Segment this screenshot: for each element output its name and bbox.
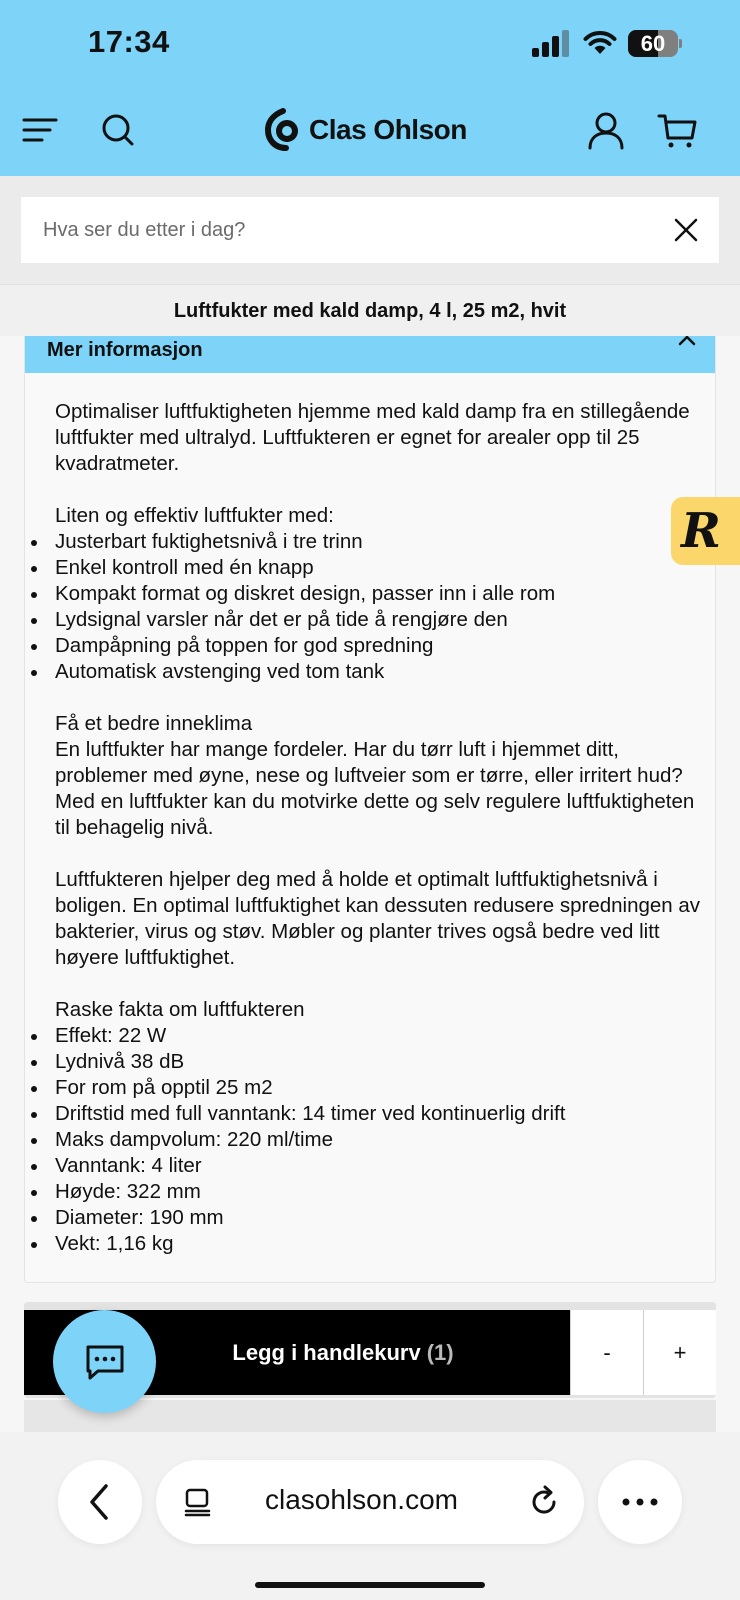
chat-icon xyxy=(82,1339,128,1385)
features-title: Liten og effektiv luftfukter med: xyxy=(55,504,334,527)
account-icon[interactable] xyxy=(584,108,628,152)
app-header xyxy=(0,0,740,176)
brand-logo-icon xyxy=(265,108,301,152)
cellular-signal-icon xyxy=(532,29,572,57)
facts-title: Raske fakta om luftfukteren xyxy=(55,998,305,1021)
search-box xyxy=(21,197,719,263)
brand-logo[interactable] xyxy=(265,106,467,154)
list-item: Dampåpning på toppen for god spredning xyxy=(55,633,705,659)
wifi-icon xyxy=(582,28,618,56)
list-item: Lydsignal varsler når det er på tide å rengjøre den xyxy=(55,607,705,633)
url-text: clasohlson.com xyxy=(265,1484,458,1515)
reviews-badge[interactable] xyxy=(671,497,740,565)
chat-button[interactable] xyxy=(53,1310,156,1413)
list-item: Vekt: 1,16 kg xyxy=(55,1231,705,1257)
description-intro: Optimaliser luftfuktigheten hjemme med kald damp fra en stillegående luftfukter med ultralyd. Luftfukteren er egnet for arealer opp til 25 kvadratmeter. xyxy=(55,400,690,475)
search-input[interactable] xyxy=(43,197,643,263)
brand-name: Clas Ohlson xyxy=(309,114,467,145)
list-item: Lydnivå 38 dB xyxy=(55,1049,705,1075)
browser-toolbar xyxy=(0,1432,740,1600)
search-bar xyxy=(0,176,740,284)
search-icon[interactable] xyxy=(96,108,140,152)
cart-count: (1) xyxy=(426,1339,454,1365)
list-item: Effekt: 22 W xyxy=(55,1023,705,1049)
climate-title: Få et bedre inneklima xyxy=(55,712,253,735)
tabs-icon[interactable] xyxy=(182,1486,214,1518)
more-icon xyxy=(598,1460,682,1544)
facts-list xyxy=(55,1023,705,1257)
list-item: Automatisk avstenging ved tom tank xyxy=(55,659,705,685)
feature-list xyxy=(55,529,705,685)
list-item: Diameter: 190 mm xyxy=(55,1205,705,1231)
more-options-button[interactable] xyxy=(598,1460,682,1544)
product-description xyxy=(55,399,705,1257)
climate-text: En luftfukter har mange fordeler. Har du tørr luft i hjemmet ditt, problemer med øyne, nese og luftveier som er tørre, eller irritert hud? Med en luftfukter kan du motvirke dette og selv regulere luftfuktigheten til behagelig nivå. xyxy=(55,738,695,839)
increase-quantity-button[interactable]: + xyxy=(643,1310,716,1395)
benefit-text: Luftfukteren hjelper deg med å holde et optimalt luftfuktighetsnivå i boligen. En optimal luftfuktighet kan dessuten redusere spredningen av bakterier, virus og støv. Møbler og planter trives også bedre ved litt høyere luftfuktighet. xyxy=(55,868,701,969)
chevron-left-icon xyxy=(58,1460,142,1544)
close-icon[interactable] xyxy=(673,217,699,243)
battery-percent: 60 xyxy=(640,31,666,56)
more-info-heading: Mer informasjon xyxy=(47,339,203,361)
cart-icon[interactable] xyxy=(656,108,700,152)
list-item: For rom på opptil 25 m2 xyxy=(55,1075,705,1101)
list-item: Kompakt format og diskret design, passer inn i alle rom xyxy=(55,581,705,607)
reviews-badge-letter: R xyxy=(681,503,721,559)
reload-icon[interactable] xyxy=(526,1484,562,1520)
list-item: Høyde: 322 mm xyxy=(55,1179,705,1205)
back-button[interactable] xyxy=(58,1460,142,1544)
list-item: Enkel kontroll med én knapp xyxy=(55,555,705,581)
address-bar[interactable] xyxy=(156,1460,584,1544)
add-to-cart-label: Legg i handlekurv xyxy=(232,1339,421,1365)
list-item: Maks dampvolum: 220 ml/time xyxy=(55,1127,705,1153)
battery-icon xyxy=(628,30,682,57)
decrease-quantity-button[interactable]: - xyxy=(570,1310,643,1395)
list-item: Driftstid med full vanntank: 14 timer ved kontinuerlig drift xyxy=(55,1101,705,1127)
menu-icon[interactable] xyxy=(20,108,64,152)
product-title: Luftfukter med kald damp, 4 l, 25 m2, hvit xyxy=(0,284,740,336)
more-info-panel xyxy=(24,318,716,1283)
list-item: Justerbart fuktighetsnivå i tre trinn xyxy=(55,529,705,555)
status-time: 17:34 xyxy=(88,24,170,59)
list-item: Vanntank: 4 liter xyxy=(55,1153,705,1179)
home-indicator xyxy=(255,1582,485,1588)
